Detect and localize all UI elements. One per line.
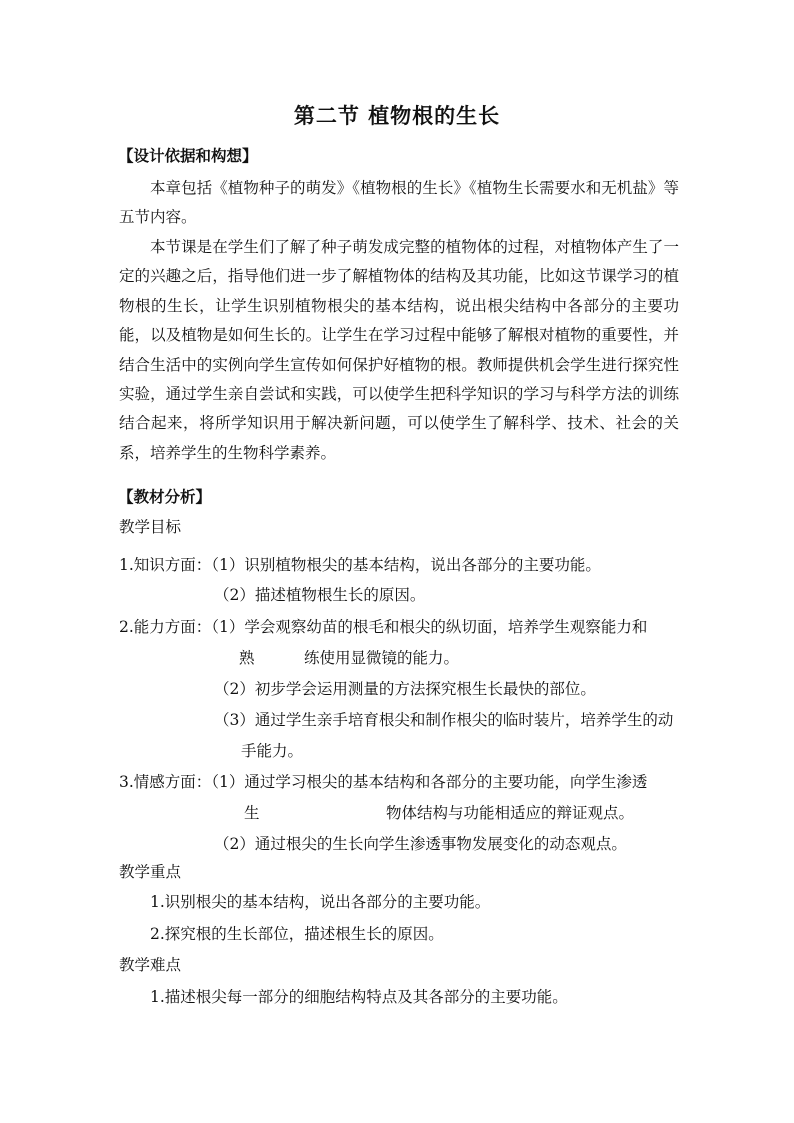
ability-goal-1-cont-left: 熟 bbox=[239, 649, 255, 667]
emotion-goal-1-cont-left: 生 bbox=[244, 804, 260, 822]
key-point-1: 1.识别根尖的基本结构，说出各部分的主要功能。 bbox=[150, 893, 491, 911]
ability-goal-1: 2.能力方面：（1）学会观察幼苗的根毛和根尖的纵切面，培养学生观察能力和 bbox=[119, 618, 648, 636]
design-basis-heading: 【设计依据和构想】 bbox=[118, 146, 258, 165]
key-point-2: 2.探究根的生长部位，描述根生长的原因。 bbox=[150, 925, 444, 943]
emotion-goal-2: （2）通过根尖的生长向学生渗透事物发展变化的动态观点。 bbox=[214, 835, 627, 853]
material-analysis-heading: 【教材分析】 bbox=[118, 487, 212, 506]
ability-goal-3-cont: 手能力。 bbox=[241, 742, 304, 760]
difficulties-label: 教学难点 bbox=[119, 956, 182, 974]
ability-goal-3: （3）通过学生亲手培育根尖和制作根尖的临时装片，培养学生的动 bbox=[214, 711, 674, 729]
design-paragraph-2: 本节课是在学生们了解了种子萌发成完整的植物体的过程，对植物体产生了一定的兴趣之后，指导他们进一步了解植物体的结构及其功能，比如这节课学习的植物根的生长，让学生识别植物根尖的基本结构，说出根尖结构中各部分的主要功能，以及植物是如何生长的。让学生在学习过程中能够了解根对植物的重要性，并结合生活中的实例向学生宣传如何保护好植物的根。教师提供机会学生进行探究性实验，通过学生亲自尝试和实践，可以使学生把科学知识的学习与科学方法的训练结合起来，将所学知识用于解决新问题，可以使学生了解科学、技术、社会的关系，培养学生的生物科学素养。 bbox=[119, 238, 679, 462]
ability-goal-2: （2）初步学会运用测量的方法探究根生长最快的部位。 bbox=[214, 680, 596, 698]
knowledge-goal-2: （2）描述植物根生长的原因。 bbox=[214, 586, 426, 604]
page-title: 第二节 植物根的生长 bbox=[293, 103, 501, 128]
design-paragraph-1: 本章包括《植物种子的萌发》《植物根的生长》《植物生长需要水和无机盐》等五节内容。 bbox=[119, 179, 679, 227]
teaching-goals-label: 教学目标 bbox=[119, 518, 182, 536]
emotion-goal-1-cont-right: 物体结构与功能相适应的辩证观点。 bbox=[386, 804, 635, 822]
knowledge-goal-1: 1.知识方面：（1）识别植物根尖的基本结构，说出各部分的主要功能。 bbox=[119, 556, 601, 574]
key-points-label: 教学重点 bbox=[119, 863, 182, 881]
difficulty-1: 1.描述根尖每一部分的细胞结构特点及其各部分的主要功能。 bbox=[150, 988, 568, 1006]
emotion-goal-1: 3.情感方面：（1）通过学习根尖的基本结构和各部分的主要功能，向学生渗透 bbox=[119, 773, 648, 791]
ability-goal-1-cont-right: 练使用显微镜的能力。 bbox=[304, 649, 460, 667]
